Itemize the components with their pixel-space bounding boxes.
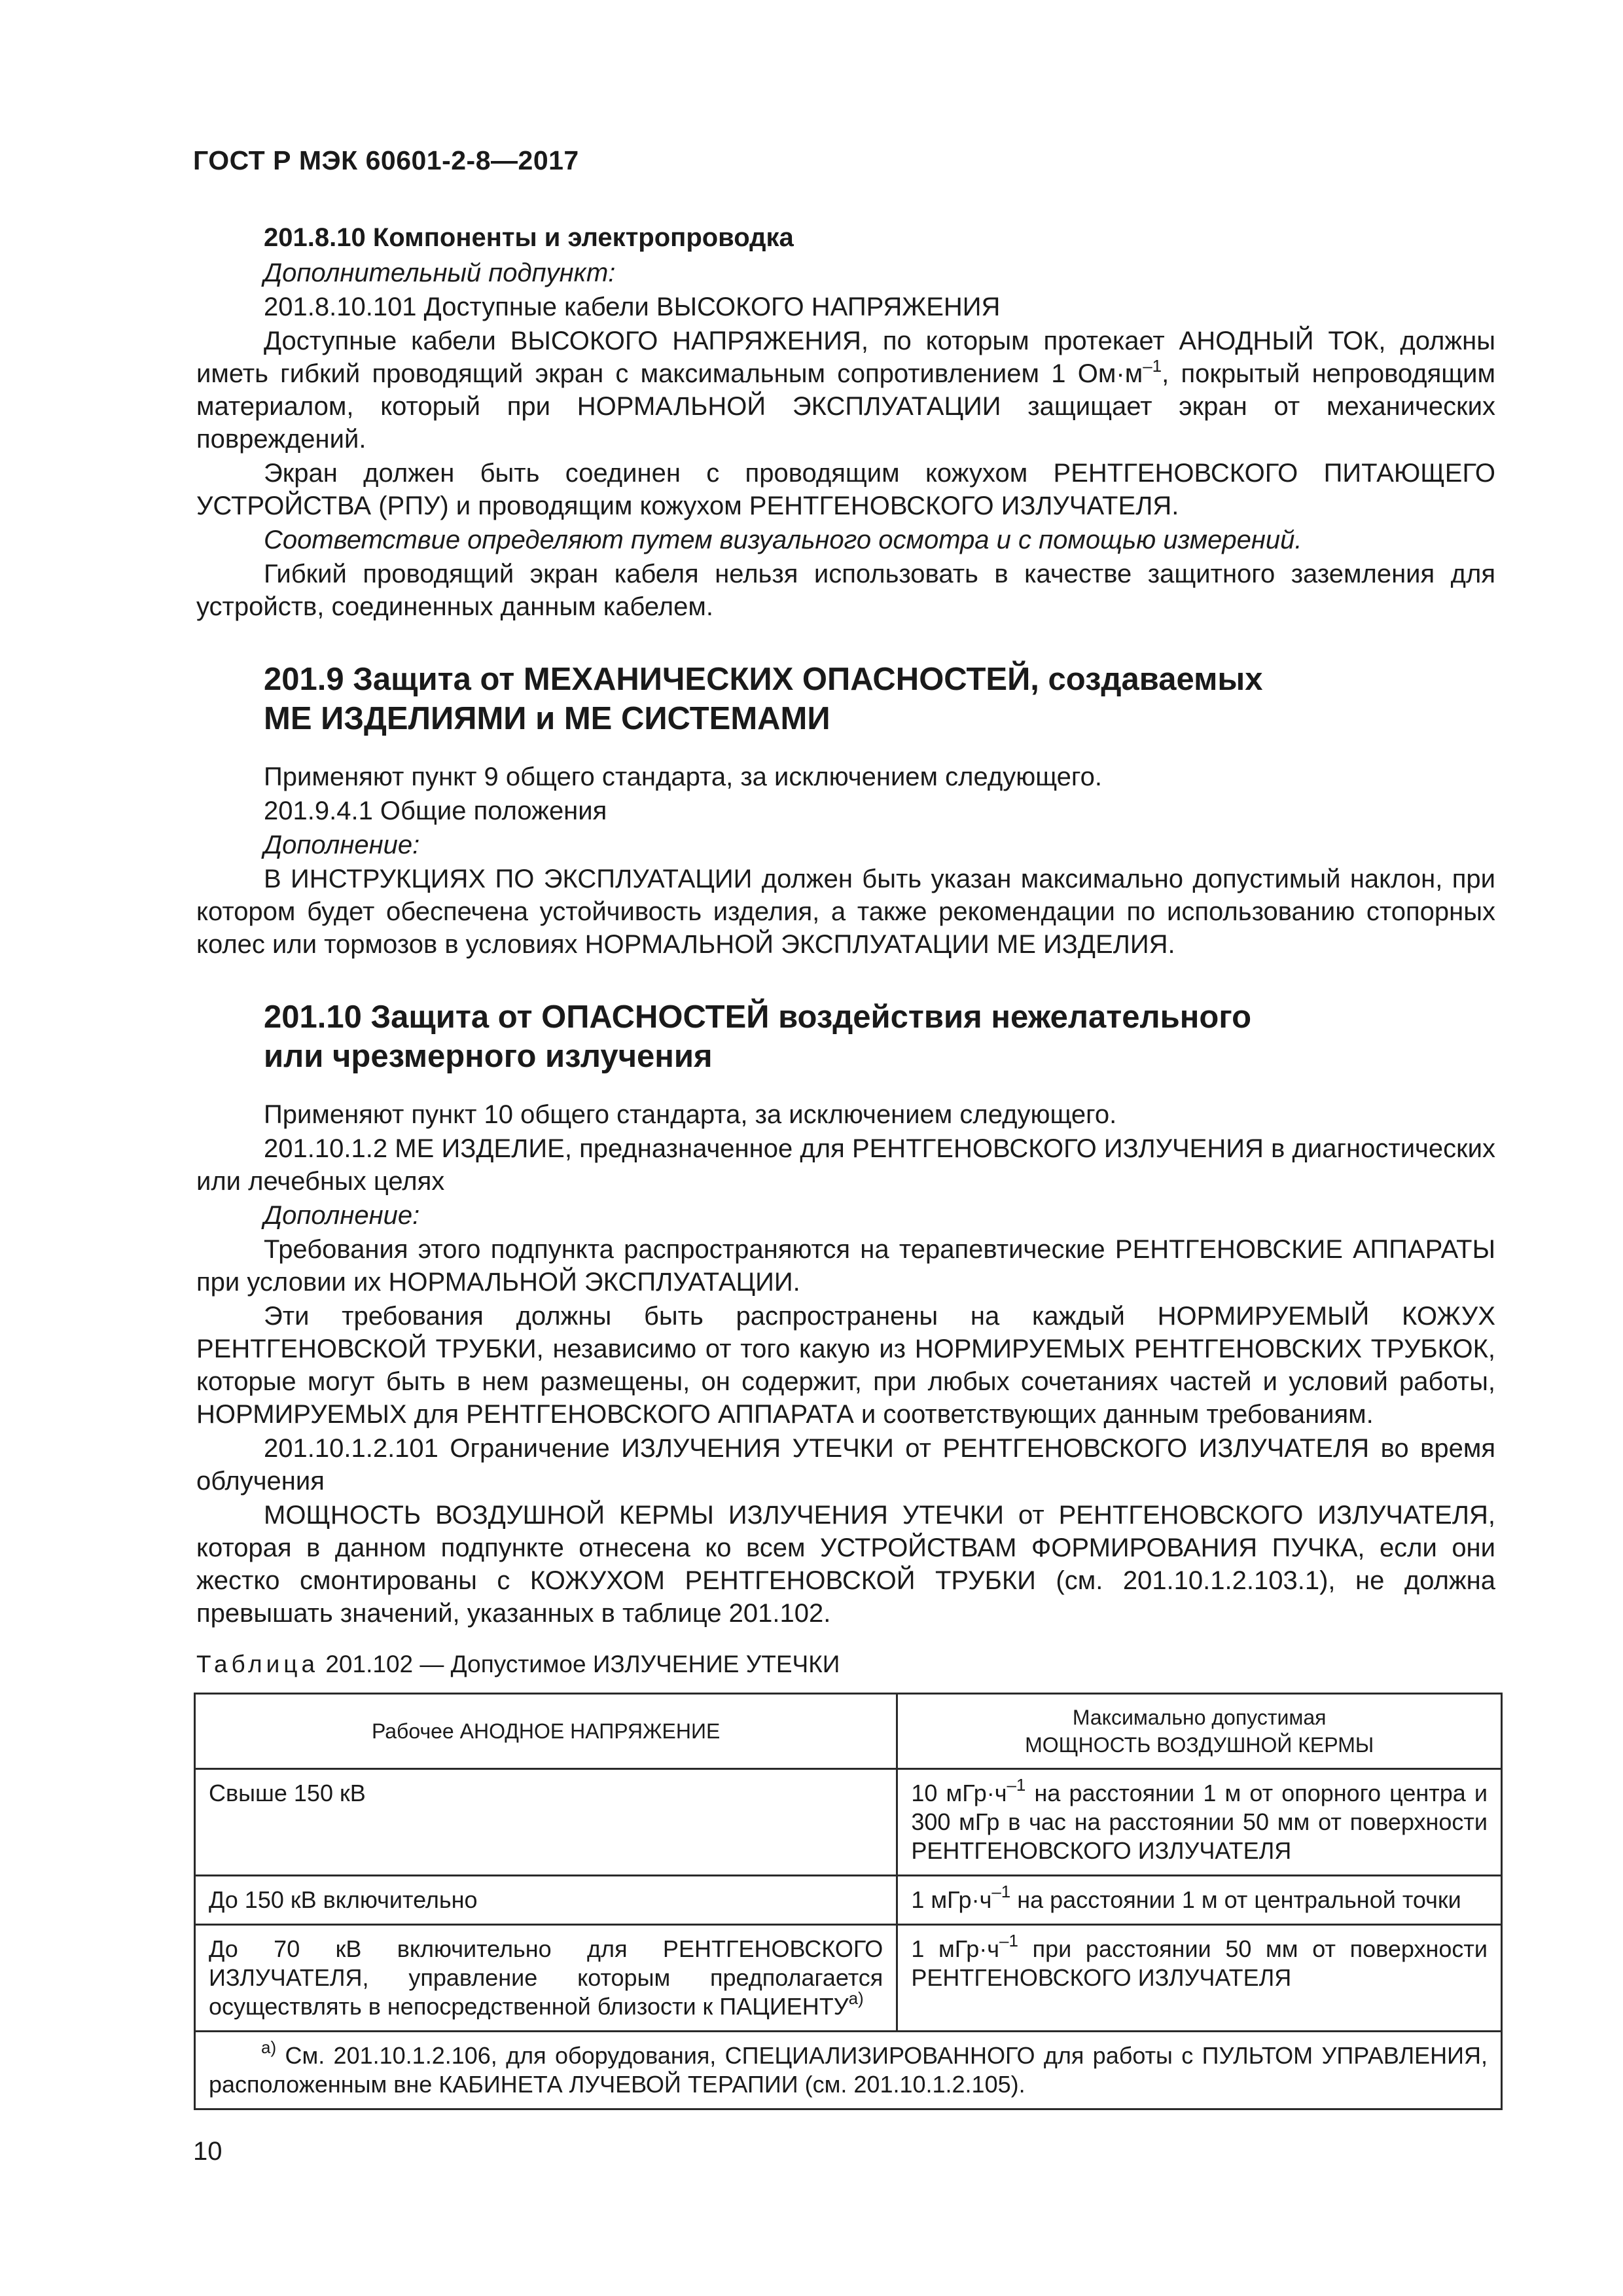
leakage-radiation-table (194, 1693, 1503, 2110)
paragraph-apply-clause-9: Применяют пункт 9 общего стандарта, за исключением следующего. (264, 762, 1102, 791)
table-cell-kerma (897, 1925, 1502, 2032)
subsection-heading-201-8-10: 201.8.10 Компоненты и электропроводка (264, 223, 794, 252)
table-row (195, 1769, 1502, 1876)
table-caption-word: Таблица (196, 1651, 319, 1677)
paragraph-screen-connection: Экран должен быть соединен с проводящим кожухом РЕНТГЕНОВСКОГО ПИТАЮЩЕГО УСТРОЙСТВА (РПУ) и проводящим кожухом РЕНТГЕНОВСКОГО ИЗЛУЧАТЕЛЯ. (196, 459, 1495, 520)
paragraph-air-kerma-rate: МОЩНОСТЬ ВОЗДУШНОЙ КЕРМЫ ИЗЛУЧЕНИЯ УТЕЧКИ от РЕНТГЕНОВСКОГО ИЗЛУЧАТЕЛЯ, которая в данном подпункте отнесена ко всем УСТРОЙСТВАМ ФОРМИРОВАНИЯ ПУЧКА, если они жестко смонтированы с КОЖУХОМ РЕНТГЕНОВСКОЙ ТРУБКИ (см. 201.10.1.2.103.1), не должна превышать значений, указанных в таблице 201.102. (196, 1501, 1495, 1628)
paragraph-addition-label: Дополнение: (264, 831, 420, 859)
table-cell-kerma (897, 1876, 1502, 1925)
table-row (195, 1925, 1502, 2032)
kerma-condition: на расстоянии 1 м от опорного центра и 300 мГр в час на расстоянии 50 мм от поверхности РЕНТГЕНОВСКОГО ИЗЛУЧАТЕЛЯ (911, 1780, 1488, 1864)
paragraph-201-9-4-1: 201.9.4.1 Общие положения (264, 797, 607, 825)
section-heading-201-9-line2: МЕ ИЗДЕЛИЯМИ и МЕ СИСТЕМАМИ (264, 701, 830, 736)
paragraph-therapeutic-apparatus: Требования этого подпункта распространяются на терапевтические РЕНТГЕНОВСКИЕ АППАРАТЫ при условии их НОРМАЛЬНОЙ ЭКСПЛУАТАЦИИ. (196, 1235, 1495, 1297)
paragraph-tube-housing: Эти требования должны быть распространены на каждый НОРМИРУЕМЫЙ КОЖУХ РЕНТГЕНОВСКОЙ ТРУБКИ, независимо от того какую из НОРМИРУЕМЫХ РЕНТГЕНОВСКИХ ТРУБКОК, которые могут быть в нем размещены, он содержит, при любых сочетаниях частей и условий работы, НОРМИРУЕМЫХ для РЕНТГЕНОВСКОГО АППАРАТА и соответствующих данным требованиям. (196, 1302, 1495, 1429)
paragraph-instructions-tilt: В ИНСТРУКЦИЯХ ПО ЭКСПЛУАТАЦИИ должен быть указан максимально допустимый наклон, при котором будет обеспечена устойчивость изделия, а также рекомендации по использованию стопорных колес или тормозов в условиях НОРМАЛЬНОЙ ЭКСПЛУАТАЦИИ МЕ ИЗДЕЛИЯ. (196, 865, 1495, 959)
page-number: 10 (193, 2137, 223, 2166)
paragraph-additional-subclause: Дополнительный подпункт: (264, 259, 616, 287)
footnote-mark: а) (261, 2037, 277, 2057)
table-caption (196, 1649, 1495, 1679)
kerma-exponent: –1 (991, 1882, 1011, 1901)
table-cell-voltage: Свыше 150 кВ (195, 1769, 897, 1876)
table-footnote-row (195, 2032, 1502, 2109)
section-heading-201-9-line1: 201.9 Защита от МЕХАНИЧЕСКИХ ОПАСНОСТЕЙ, создаваемых (264, 662, 1263, 697)
section-heading-201-9 (196, 660, 1495, 738)
footnote-text: См. 201.10.1.2.106, для оборудования, СПЕЦИАЛИЗИРОВАННОГО для работы с ПУЛЬТОМ УПРАВЛЕНИЯ, расположенным вне КАБИНЕТА ЛУЧЕВОЙ ТЕРАПИИ (см. 201.10.1.2.105). (209, 2042, 1488, 2098)
paragraph-apply-clause-10: Применяют пункт 10 общего стандарта, за исключением следующего. (264, 1100, 1117, 1129)
table-cell-voltage (195, 1925, 897, 2032)
page-content (196, 221, 1495, 2110)
kerma-exponent: –1 (999, 1931, 1018, 1950)
table-caption-rest: 201.102 — Допустимое ИЗЛУЧЕНИЕ УТЕЧКИ (319, 1651, 840, 1677)
kerma-value: 1 мГр·ч (911, 1935, 1000, 1962)
paragraph-201-10-1-2: 201.10.1.2 МЕ ИЗДЕЛИЕ, предназначенное для РЕНТГЕНОВСКОГО ИЗЛУЧЕНИЯ в диагностических или лечебных целях (196, 1134, 1495, 1196)
section-heading-201-10 (196, 997, 1495, 1076)
section-heading-201-10-line1: 201.10 Защита от ОПАСНОСТЕЙ воздействия нежелательного (264, 999, 1252, 1035)
table-header-kerma (897, 1694, 1502, 1769)
cable-screen-text: Доступные кабели ВЫСОКОГО НАПРЯЖЕНИЯ, по которым протекает АНОДНЫЙ ТОК, должны иметь гибкий проводящий экран с максимальным сопротивлением 1 Ом·м (196, 327, 1495, 388)
kerma-value: 1 мГр·ч (911, 1886, 992, 1913)
paragraph-compliance: Соответствие определяют путем визуального осмотра и с помощью измерений. (264, 526, 1302, 554)
kerma-condition: на расстоянии 1 м от центральной точки (1010, 1886, 1461, 1913)
table-row (195, 1876, 1502, 1925)
paragraph-cable-screen (196, 325, 1495, 456)
kerma-condition: при расстоянии 50 мм от поверхности РЕНТГЕНОВСКОГО ИЗЛУЧАТЕЛЯ (911, 1935, 1488, 1991)
table-footnote (195, 2032, 1502, 2109)
paragraph-201-8-10-101: 201.8.10.101 Доступные кабели ВЫСОКОГО НАПРЯЖЕНИЯ (264, 293, 1001, 321)
kerma-exponent: –1 (1007, 1775, 1026, 1795)
kerma-value: 10 мГр·ч (911, 1780, 1007, 1806)
table-header-voltage: Рабочее АНОДНОЕ НАПРЯЖЕНИЕ (195, 1694, 897, 1769)
voltage-text: До 70 кВ включительно для РЕНТГЕНОВСКОГО ИЗЛУЧАТЕЛЯ, управление которым предполагается осуществлять в непосредственной близости к ПАЦИЕНТУ (209, 1935, 883, 2020)
table-cell-kerma (897, 1769, 1502, 1876)
table-header-row (195, 1694, 1502, 1769)
section-heading-201-10-line2: или чрезмерного излучения (264, 1039, 713, 1074)
table-header-kerma-line1: Максимально допустимая (1072, 1706, 1327, 1729)
paragraph-flexible-screen: Гибкий проводящий экран кабеля нельзя использовать в качестве защитного заземления для устройств, соединенных данным кабелем. (196, 560, 1495, 621)
cable-screen-text-cont: , покрытый непроводящим материалом, который при НОРМАЛЬНОЙ ЭКСПЛУАТАЦИИ защищает экран от механических повреждений. (196, 359, 1495, 454)
footnote-reference: а) (848, 1988, 864, 2008)
document-header-title: ГОСТ Р МЭК 60601-2-8—2017 (193, 145, 579, 175)
unit-exponent: –1 (1143, 356, 1162, 376)
table-cell-voltage: До 150 кВ включительно (195, 1876, 897, 1925)
paragraph-addition-label-2: Дополнение: (264, 1201, 420, 1230)
table-header-kerma-line2: МОЩНОСТЬ ВОЗДУШНОЙ КЕРМЫ (1025, 1733, 1374, 1757)
paragraph-201-10-1-2-101: 201.10.1.2.101 Ограничение ИЗЛУЧЕНИЯ УТЕЧКИ от РЕНТГЕНОВСКОГО ИЗЛУЧАТЕЛЯ во время облучения (196, 1434, 1495, 1496)
